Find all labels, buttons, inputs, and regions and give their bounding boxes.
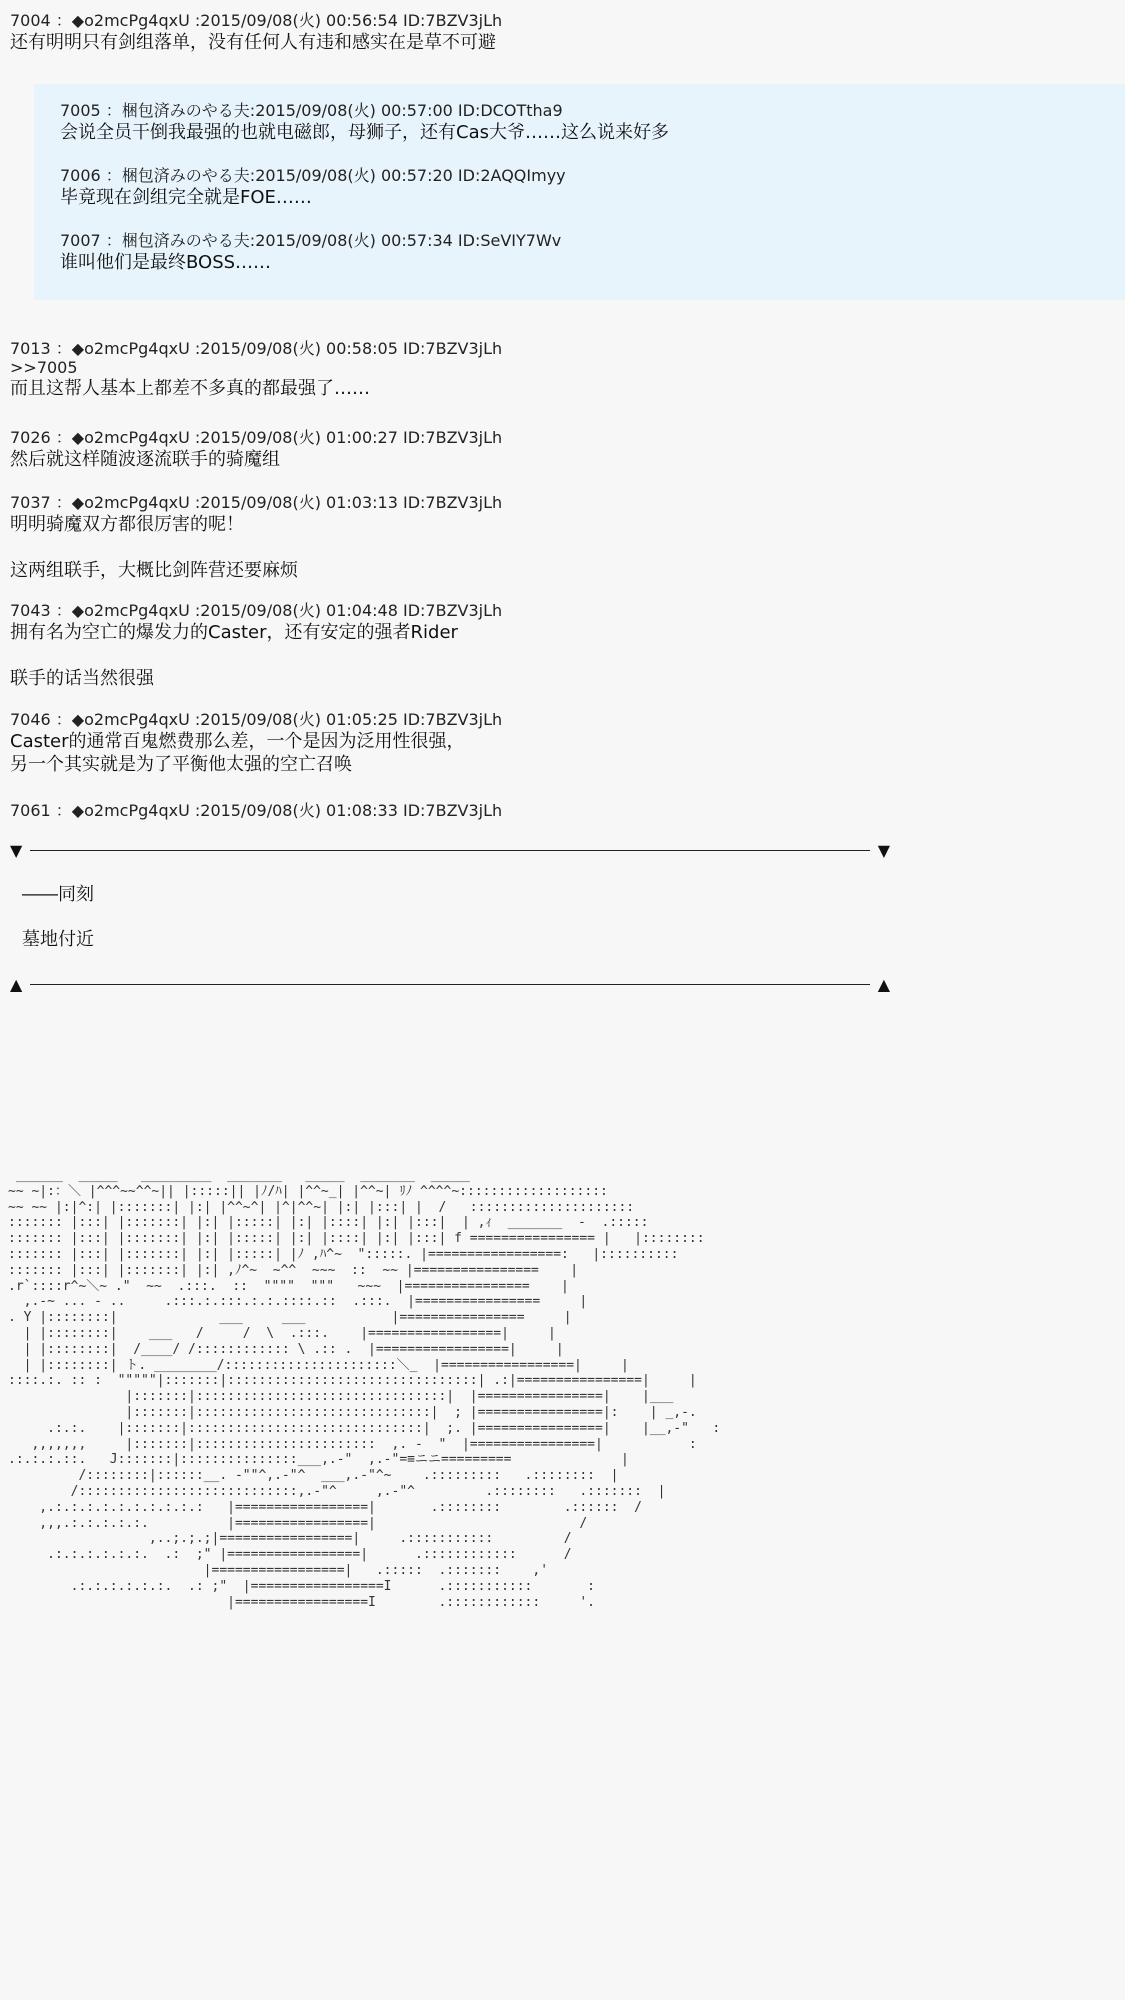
down-triangle-icon: ▼ — [10, 841, 23, 860]
post-body-line: Caster的通常百鬼燃费那么差，一个是因为泛用性很强， — [10, 731, 465, 752]
post-7004 — [10, 10, 1110, 54]
scene-divider-bottom — [10, 976, 890, 992]
post-body-line: 另一个其实就是为了平衡他太强的空亡召唤 — [10, 754, 352, 775]
post-header: 7013 ：◆o2mcPg4qxU :2015/09/08(火) 00:58:05 ID:7BZV3jLh — [10, 339, 503, 358]
post-7046 — [10, 709, 1110, 776]
post-body-line — [10, 536, 1110, 559]
divider-rule — [30, 984, 870, 985]
ascii-art-graveyard-scene: ______ _____ _________ _______ _____ _______ _____ ~~ ~|:：＼ |^^^~~^^~|| |:::::|| |ﾉ/ﾊ| |^^~_| |^^~| ﾘﾉ ^^^^~::::::::::::::::::: ~~ ~~ |:|^:| |:::::::| |:| |^^~^| |^|^^~| |:| |:::| | / ::::::::::::::::::::: ::::::: |:::| |:::::::| |:| |:::::| |:| |::::| |:| |:::| | ,ｨ _______ - .::::: ::::::: |:::| |:::::::| |:| |:::::| |:| |::::| |:| |:::| f ================ | |:::::::: ::::::: |:::| |:::::::| |:| |:::::| |ﾉ ,ﾊ^~ ":::::. |=================: |:::::::::: ::::::: |:::| |:::::::| |:| ,ﾉ^~ ~^^ ~~~ :: ~~ |================ | .r`::::r^~＼~ ." ~~ .:::. :: """" """ ~~~ |================ | ,.-~ ... - .. .:::.:.:::.:.:.::::.:: .:::. |================ | . Y |::::::::| ___ ___ |================ | | |::::::::| ___ / / \ .:::. |=================| | | |::::::::| /____/ /:::::::::::: \ .:: . |=================| | | |::::::::| ト. ________/::::::::::::::::::::::＼_ |=================| | ::::.:. :: : """""|:::::::|::::::::::::::::::::::::::::::::| .:|================| | |:::::::|::::::::::::::::::::::::::::::::| |================| |___ |:::::::|::::::::::::::::::::::::::::::| ; |================|: | _,-. .:.:. |:::::::|::::::::::::::::::::::::::::::| ;. |================| |__,-" : ,,,,,,, |:::::::|::::::::::::::::::::::: ,. - " |================| : .:.:.:.::. J:::::::|:::::::::::::::___,.-" ,.-"=≡ニニ========= | /::::::::|::::::__. -""^,.-"^ ___,.-"^~ .::::::::: .:::::::: | /::::::::::::::::::::::::::::,.-"^ ,.-"^ .:::::::: .::::::: | ,.:.:.:.:.:.:.:.:.:.: |=================| .:::::::: .:::::: / ,,,.:.:.:.:.:. |=================| / ,..;.;.;|=================| .::::::::::: / .:.:.:.:.:.:. .: ;" |=================| .:::::::::::: / |=================| .::::: .::::::: ,' .:.:.:.:.:.:. .: ;" |=================I .::::::::::: : |=================I .:::::::::::: '. — [8, 1168, 721, 1610]
post-header: 7061 ：◆o2mcPg4qxU :2015/09/08(火) 01:08:33 ID:7BZV3jLh — [10, 801, 503, 820]
up-triangle-icon: ▲ — [10, 975, 23, 994]
post-header: 7043 ：◆o2mcPg4qxU :2015/09/08(火) 01:04:48 ID:7BZV3jLh — [10, 601, 503, 620]
post-7005 — [60, 100, 1100, 144]
post-body-line: 会说全员干倒我最强的也就电磁郎，母狮子，还有Cas大爷……这么说来好多 — [60, 122, 669, 143]
post-7007 — [60, 230, 1100, 274]
post-header: 7046 ：◆o2mcPg4qxU :2015/09/08(火) 01:05:25 ID:7BZV3jLh — [10, 710, 503, 729]
reply-anchor-link[interactable]: >>7005 — [10, 358, 78, 377]
post-7061 — [10, 800, 1110, 821]
quoted-replies-block — [34, 84, 1125, 300]
post-7043 — [10, 600, 1110, 690]
post-7037 — [10, 492, 1110, 582]
post-body-line: 谁叫他们是最终BOSS…… — [60, 252, 272, 273]
up-triangle-icon: ▲ — [877, 975, 890, 994]
post-7013 — [10, 338, 1110, 400]
post-header: 7026 ：◆o2mcPg4qxU :2015/09/08(火) 01:00:27 ID:7BZV3jLh — [10, 428, 503, 447]
post-body-line — [10, 644, 1110, 667]
post-body-line: 而且这帮人基本上都差不多真的都最强了…… — [10, 378, 370, 399]
scene-location-caption: 墓地付近 — [22, 929, 94, 950]
post-header: 7004 ：◆o2mcPg4qxU :2015/09/08(火) 00:56:54 ID:7BZV3jLh — [10, 11, 503, 30]
post-header: 7007 ：梱包済みのやる夫:2015/09/08(火) 00:57:34 ID:SeVIY7Wv — [60, 231, 562, 250]
post-body-line: 拥有名为空亡的爆发力的Caster，还有安定的强者Rider — [10, 622, 458, 643]
scene-divider-top — [10, 842, 890, 858]
divider-rule — [30, 850, 870, 851]
post-body-line: 这两组联手，大概比剑阵营还要麻烦 — [10, 560, 298, 581]
post-body-line: 然后就这样随波逐流联手的骑魔组 — [10, 449, 280, 470]
down-triangle-icon: ▼ — [877, 841, 890, 860]
scene-time-caption: ――同刻 — [22, 884, 94, 905]
post-7006 — [60, 165, 1100, 209]
post-7026 — [10, 427, 1110, 471]
post-header: 7005 ：梱包済みのやる夫:2015/09/08(火) 00:57:00 ID:DCOTtha9 — [60, 101, 563, 120]
post-body-line: 明明骑魔双方都很厉害的呢！ — [10, 514, 244, 535]
post-header: 7037 ：◆o2mcPg4qxU :2015/09/08(火) 01:03:13 ID:7BZV3jLh — [10, 493, 503, 512]
post-body-line: 联手的话当然很强 — [10, 668, 154, 689]
post-body-line: 毕竟现在剑组完全就是FOE…… — [60, 187, 312, 208]
post-header: 7006 ：梱包済みのやる夫:2015/09/08(火) 00:57:20 ID:2AQQImyy — [60, 166, 566, 185]
post-body-line: 还有明明只有剑组落单，没有任何人有违和感实在是草不可避 — [10, 32, 496, 53]
